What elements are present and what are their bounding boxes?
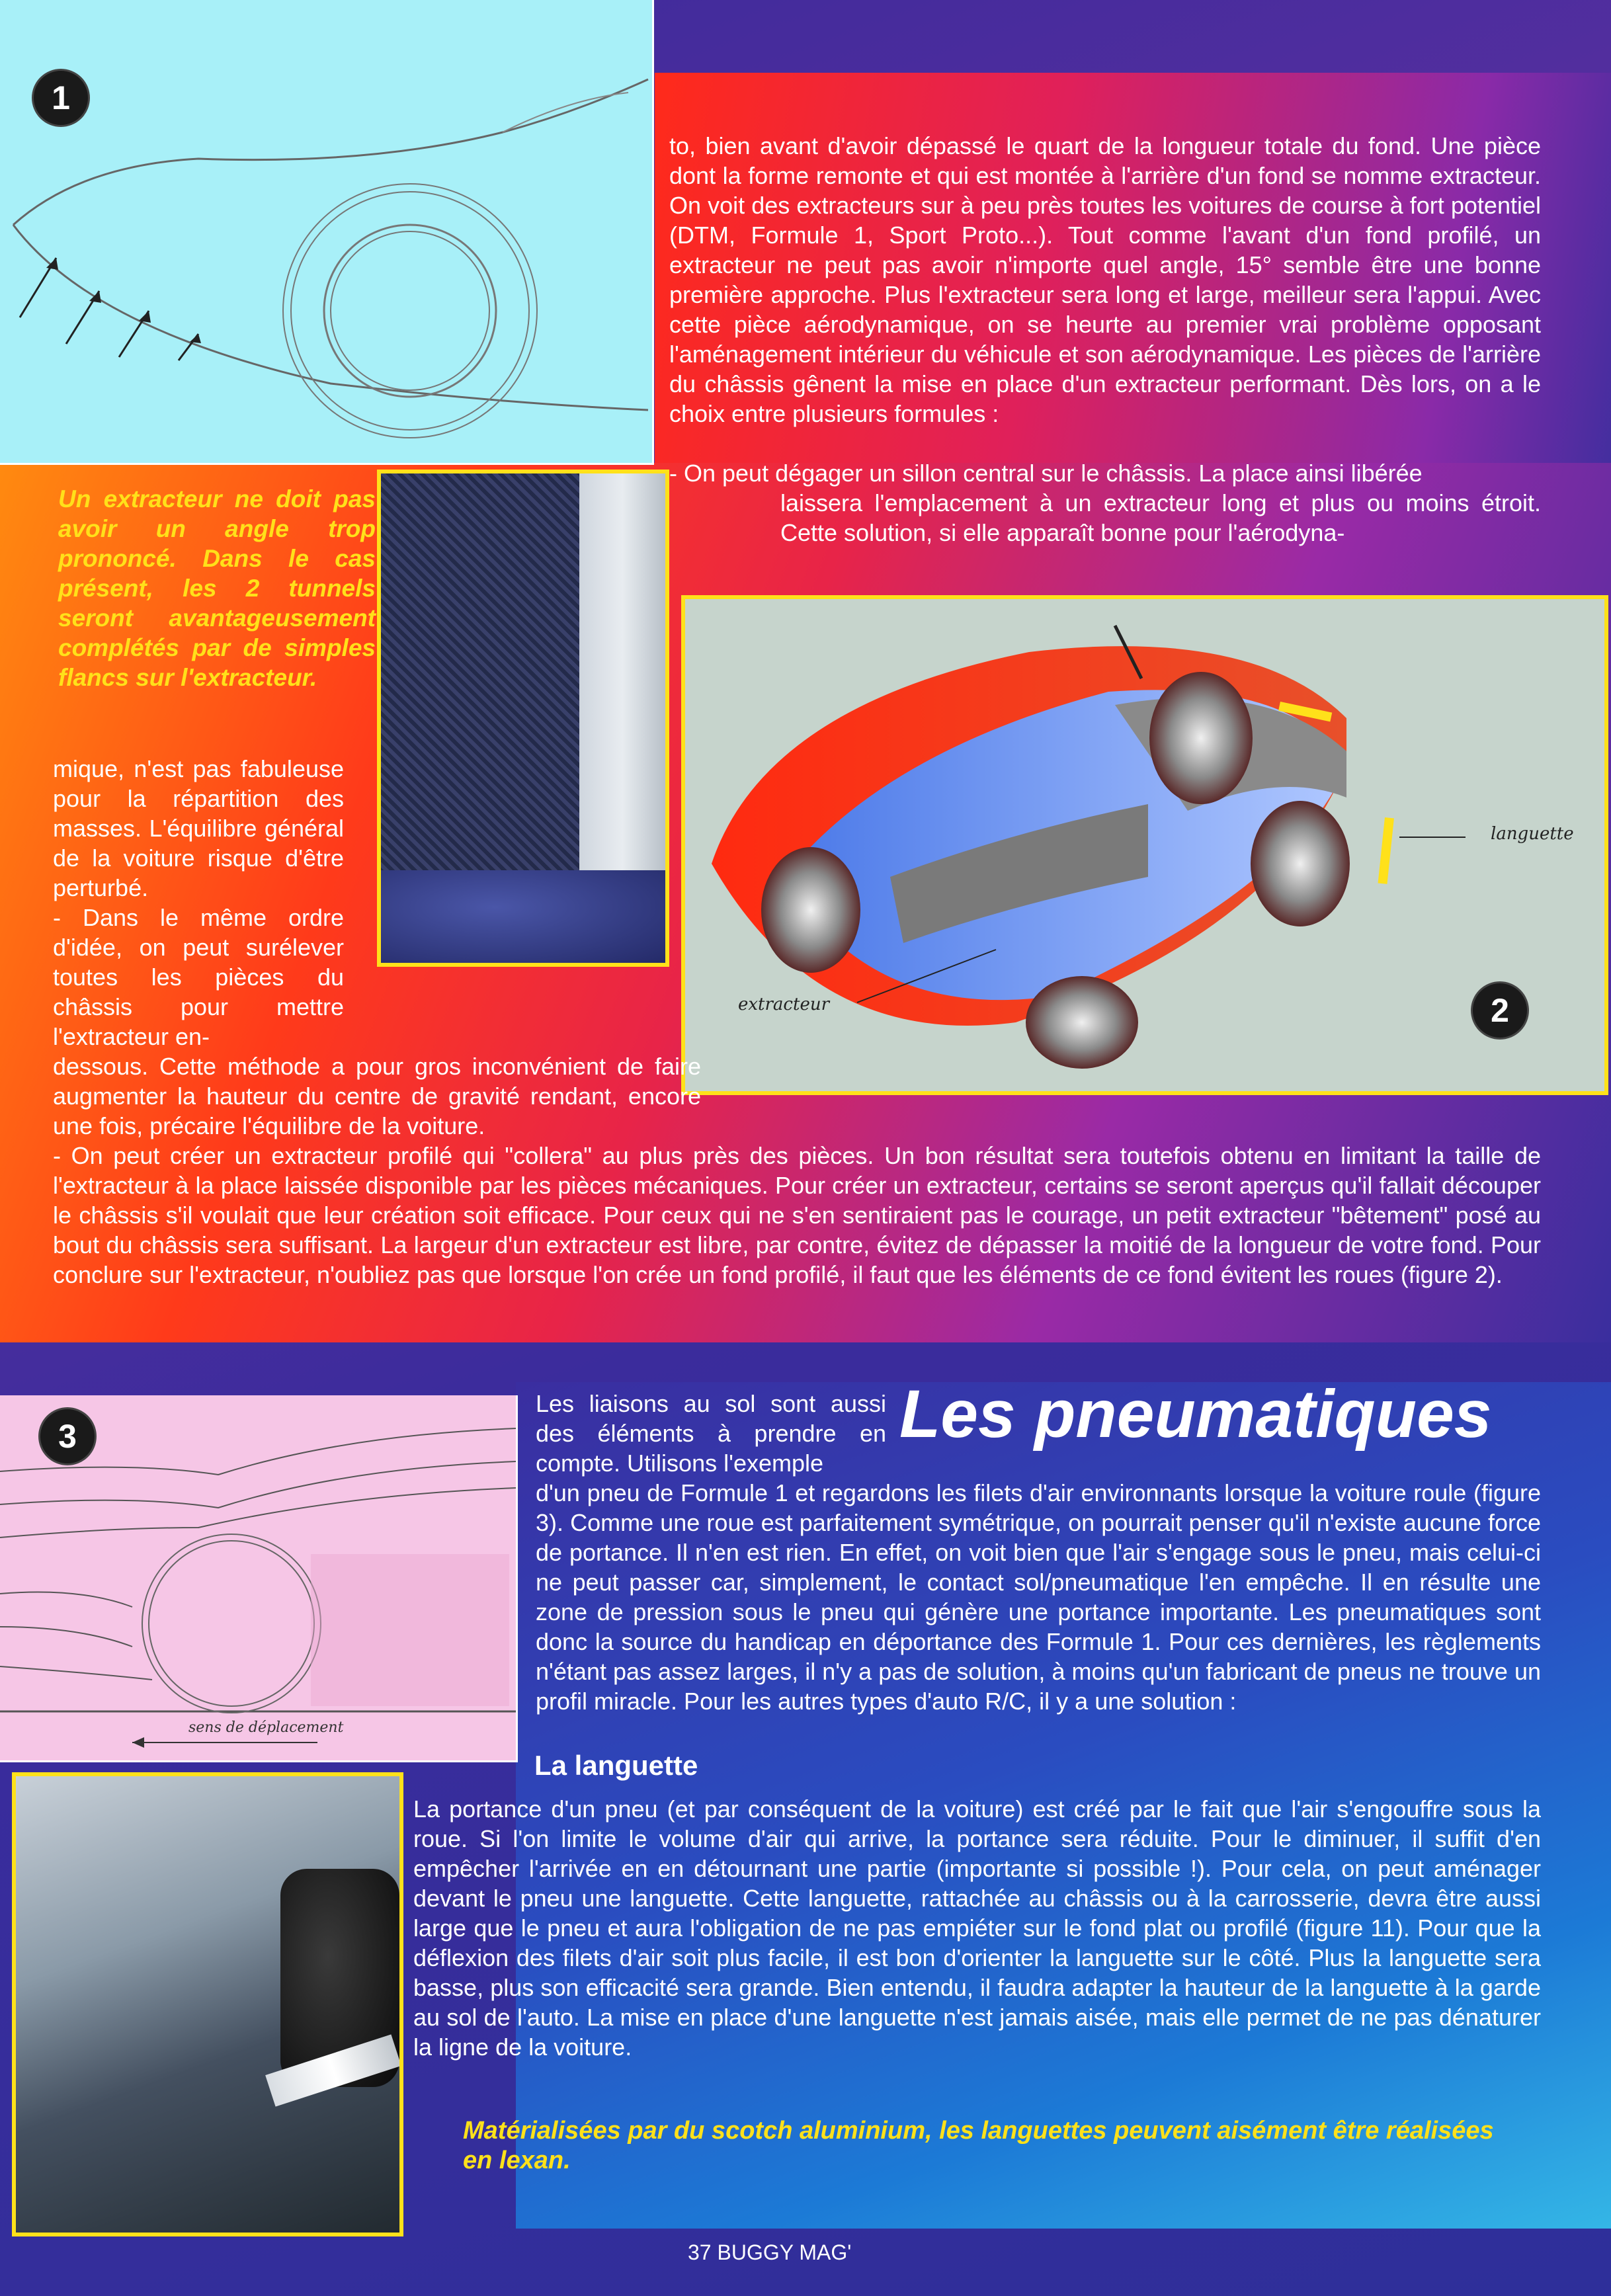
- subsection-title: La languette: [534, 1750, 698, 1781]
- caption-extracteur: Un extracteur ne doit pas avoir un angle trop prononcé. Dans le cas présent, les 2 tunnels seront avantageusement complétés par de simples flancs sur l'extracteur.: [58, 485, 376, 691]
- figure-2-label-extracteur: extracteur: [738, 995, 829, 1014]
- figure-2-number-badge: 2: [1471, 981, 1529, 1040]
- figure-3: [0, 1395, 518, 1762]
- article-paragraph-2b: laissera l'emplacement à un extracteur long et plus ou moins étroit. Cette solution, si elle apparaît bonne pour l'aérodyna-: [780, 489, 1541, 546]
- pneu-body: d'un pneu de Formule 1 et regardons les filets d'air environnants lorsque la voiture roule (figure 3). Comme une roue est parfaitement symétrique, on pourrait penser qu'il n'existe aucune force de portance. Il n'en est rien. En effet, on voit bien que l'air s'engage sous le pneu, mais celui-ci ne peut passer car, simplement, le contact sol/pneumatique l'en empêche. Il en résulte une zone de pression sous le pneu qui génère une portance importante. Les pneumatiques sont donc la source du handicap en déportance des Formule 1. Pour ces dernières, les règlements n'étant pas assez larges, il n'y a pas de solution, à moins qu'un fabricant de pneus ne trouve un profil miracle. Pour les autres types d'auto R/C, il y a une solution :: [536, 1479, 1541, 1715]
- article-paragraph-6: - On peut créer un extracteur profilé qui "collera" au plus près des pièces. Un bon résultat sera toutefois obtenu en limitant la taille de l'extracteur à la place laissée disponible par les pièces mécaniques. Pour créer un extracteur, certains se seront aperçus qu'il fallait découper le châssis s'il voulait que leur création soit efficace. Pour ceux qui ne s'en sentiraient pas le courage, un petit extracteur "bêtement" posé au bout du châssis sera suffisant. La largeur d'un extracteur est libre, par contre, évitez de dépasser la moitié de la longueur de votre fond. Pour conclure sur l'extracteur, n'oubliez pas que lorsque l'on crée un fond profilé, il faut que les éléments de ce fond évitent les roues (figure 2).: [53, 1142, 1541, 1288]
- figure-3-number-badge: 3: [38, 1407, 97, 1465]
- section-title: Les pneumatiques: [899, 1376, 1492, 1452]
- article-paragraph-3: mique, n'est pas fabuleuse pour la répartition des masses. L'équilibre général de la voiture risque d'être perturbé.: [53, 755, 344, 901]
- article-paragraph-2a: - On peut dégager un sillon central sur le châssis. La place ainsi libérée: [669, 460, 1423, 487]
- pneu-intro: Les liaisons au sol sont aussi des éléments à prendre en compte. Utilisons l'exemple: [536, 1390, 886, 1477]
- figure-1-diagram: [0, 0, 652, 463]
- article-paragraph-4: - Dans le même ordre d'idée, on peut surélever toutes les pièces du châssis pour mettre l'extracteur en-: [53, 904, 344, 1050]
- photo-carbon-extracteur: [377, 470, 669, 967]
- figure-1-number-badge: 1: [32, 69, 90, 127]
- figure-2-label-languette: languette: [1491, 824, 1574, 844]
- figure-2: [681, 595, 1608, 1095]
- figure-1: [0, 0, 654, 465]
- article-paragraph-1: to, bien avant d'avoir dépassé le quart de la longueur totale du fond. Une pièce dont la forme remonte et qui est montée à l'arrière d'un fond se nomme extracteur. On voit des extracteurs sur à peu près toutes les voitures de course à fort potentiel (DTM, Formule 1, Sport Proto...). Tout comme l'avant d'un fond profilé, un extracteur ne peut pas avoir n'importe quel angle, 15° semble être une bonne première approche. Plus l'extracteur sera long et large, meilleur sera l'appui. Avec cette pièce aérodynamique, on se heurte au premier vrai problème opposant l'aménagement intérieur du véhicule et son aérodynamique. Les pièces de l'arrière du châssis gênent la mise en place d'un extracteur performant. Dès lors, on a le choix entre plusieurs formules :: [669, 132, 1541, 427]
- article-paragraph-5: dessous. Cette méthode a pour gros inconvénient de faire augmenter la hauteur du centre de gravité rendant, encore une fois, précaire l'équilibre de la voiture.: [53, 1053, 701, 1139]
- languette-body: La portance d'un pneu (et par conséquent de la voiture) est créé par le fait que l'air s'engouffre sous la roue. Si l'on limite le volume d'air qui arrive, la portance sera réduite. Pour le diminuer, il suffit d'en empêcher l'arrivée en en détournant une partie (importante si possible !). Pour cela, on peut aménager devant le pneu une languette. Cette languette, rattachée au châssis ou à la carrosserie, devra être aussi large que le pneu et aura l'obligation de ne pas empiéter sur le fond plat ou profilé (figure 11). Pour que la déflexion des filets d'air soit plus facile, il est bon d'orienter la languette sur le côté. Plus la languette sera basse, plus son efficacité sera grande. Bien entendu, il faudra adapter la hauteur de la languette à la garde au sol de l'auto. La mise en place d'une languette n'est jamais aisée, mais elle permet de ne pas dénaturer la ligne de la voiture.: [413, 1795, 1541, 2061]
- figure-3-label-direction: sens de déplacement: [188, 1719, 344, 1736]
- figure-2-car-diagram: [685, 599, 1604, 1091]
- page-footer: 37 BUGGY MAG': [688, 2240, 852, 2264]
- photo-languette: [12, 1772, 403, 2236]
- caption-languettes: Matérialisées par du scotch aluminium, les languettes peuvent aisément être réalisées en lexan.: [463, 2117, 1494, 2174]
- carbon-photo-base: [381, 870, 665, 963]
